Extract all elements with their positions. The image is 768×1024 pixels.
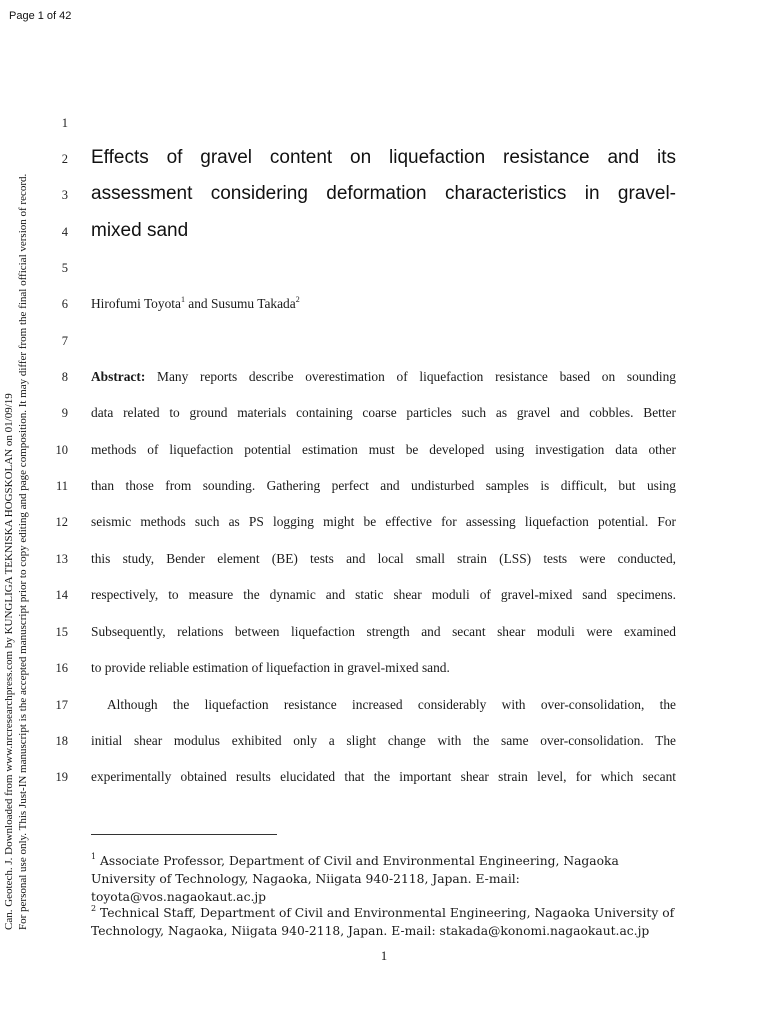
paper-title-line-3: mixed sand bbox=[91, 220, 189, 241]
abstract-line: than those from sounding. Gathering perfect and undisturbed samples is difficult, but using bbox=[91, 478, 676, 493]
line-number: 19 bbox=[55, 770, 68, 784]
line-number: 18 bbox=[55, 734, 68, 748]
line-number: 17 bbox=[55, 698, 68, 712]
line-number: 16 bbox=[55, 661, 68, 675]
abstract-line: Although the liquefaction resistance increased considerably with over-consolidation, the bbox=[107, 697, 676, 712]
author-1: Hirofumi Toyota bbox=[91, 296, 181, 311]
side-notice-line-1: Can. Geotech. J. Downloaded from www.nrcresearchpress.com by KUNGLIGA TEKNISKA HOGSKOLAN on 01/09/19 bbox=[3, 393, 15, 930]
abstract-line: initial shear modulus exhibited only a slight change with the same over-consolidation. The bbox=[91, 733, 676, 748]
paper-title-line-1: Effects of gravel content on liquefaction resistance and its bbox=[91, 147, 676, 168]
line-number: 14 bbox=[55, 588, 68, 602]
abstract-line: seismic methods such as PS logging might be effective for assessing liquefaction potential. For bbox=[91, 514, 676, 529]
footnote-2-mark: 2 bbox=[91, 903, 97, 913]
abstract-line: methods of liquefaction potential estimation must be developed using investigation data other bbox=[91, 442, 676, 457]
line-number: 4 bbox=[61, 225, 68, 239]
line-number: 3 bbox=[61, 188, 68, 202]
line-number: 5 bbox=[61, 261, 68, 275]
author-2-footnote-mark: 2 bbox=[295, 294, 300, 304]
line-number: 1 bbox=[61, 116, 68, 130]
abstract-line: respectively, to measure the dynamic and static shear moduli of gravel-mixed sand specimens. bbox=[91, 587, 676, 602]
footnote-2: $^2$ Technical Staff, Department of Civil and Environmental Engineering, Nagaoka University of Technology, Nagaoka, Niigata 940-2118, Japan. E-mail: stakada@konomi.nagaokaut.ac.jp bbox=[91, 903, 675, 938]
page-number: 1 bbox=[380, 949, 388, 963]
side-notice-line-2: For personal use only. This Just-IN manuscript is the accepted manuscript prior to copy editing and page composition. It may differ from the final official version of record. bbox=[16, 173, 29, 930]
author-separator: and Susumu Takada bbox=[184, 296, 296, 311]
line-number: 7 bbox=[61, 334, 68, 348]
line-number: 13 bbox=[55, 552, 68, 566]
abstract-line: Abstract: Many reports describe overestimation of liquefaction resistance based on sounding bbox=[91, 369, 677, 384]
line-number: 6 bbox=[61, 297, 68, 311]
abstract-line: data related to ground materials containing coarse particles such as gravel and cobbles. Better bbox=[91, 405, 676, 420]
footnote-1-mark: 1 bbox=[91, 851, 97, 861]
line-number: 11 bbox=[55, 479, 68, 493]
line-number: 2 bbox=[61, 152, 68, 166]
paper-title-line-2: assessment considering deformation characteristics in gravel- bbox=[91, 183, 676, 204]
abstract-line: Subsequently, relations between liquefaction strength and secant shear moduli were examined bbox=[91, 624, 676, 639]
line-number: 12 bbox=[55, 515, 68, 529]
abstract-line: to provide reliable estimation of liquefaction in gravel-mixed sand. bbox=[91, 660, 450, 675]
abstract-label: Abstract: bbox=[91, 369, 146, 384]
abstract-line: experimentally obtained results elucidated that the important shear strain level, for which secant bbox=[91, 769, 676, 784]
page-header: Page 1 of 42 bbox=[9, 10, 72, 22]
line-number: 8 bbox=[61, 370, 68, 384]
footnote-1: $^1$ Associate Professor, Department of Civil and Environmental Engineering, Nagaoka University of Technology, Nagaoka, Niigata 940-2118, Japan. E-mail: toyota@vos.nagaokaut.ac.jp bbox=[91, 851, 619, 904]
line-number: 10 bbox=[55, 443, 68, 457]
author-line bbox=[91, 296, 676, 312]
abstract-line: this study, Bender element (BE) tests and local small strain (LSS) tests were conducted, bbox=[91, 551, 676, 566]
author-1-footnote-mark: 1 bbox=[180, 294, 185, 304]
line-number: 15 bbox=[55, 625, 68, 639]
side-notice bbox=[3, 90, 30, 930]
footnote-separator bbox=[91, 834, 277, 835]
line-number: 9 bbox=[61, 406, 68, 420]
